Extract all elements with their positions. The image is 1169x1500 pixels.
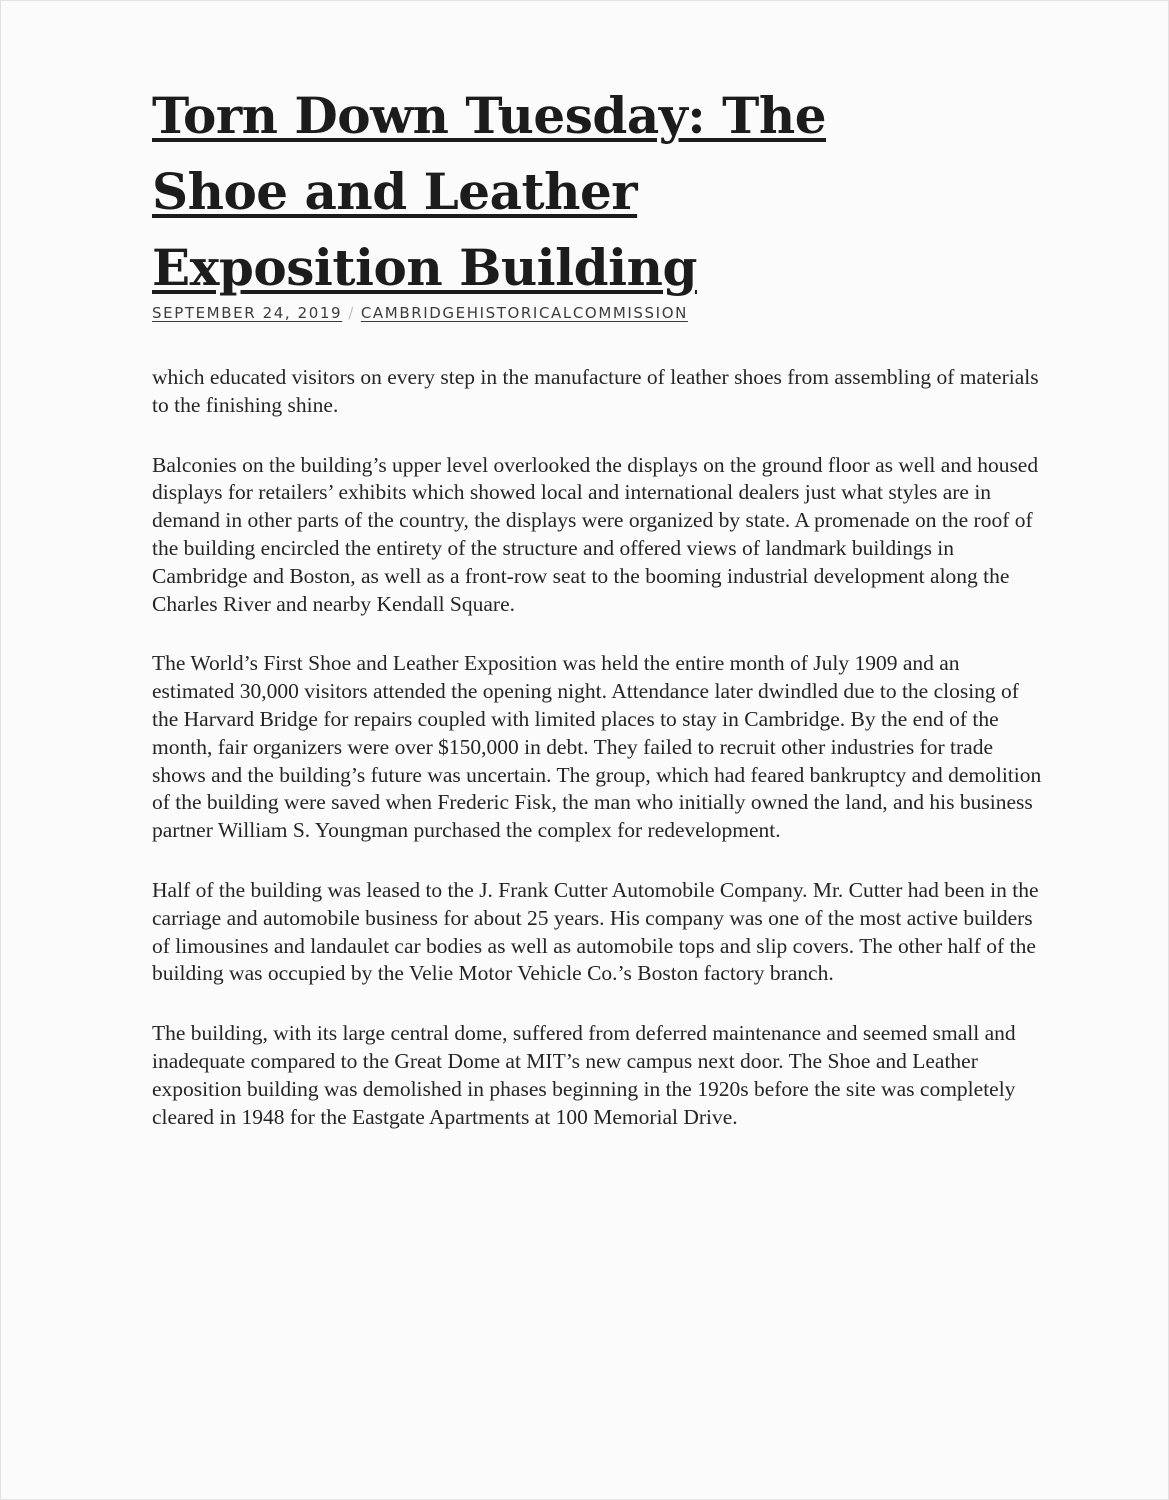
- paragraph-2: Balconies on the building’s upper level overlooked the displays on the ground floor as well and housed displays for retailers’ exhibits which showed local and international dealers just what styles are in demand in other parts of the country, the displays were organized by state. A promenade on the roof of the building encircled the entirety of the structure and offered views of landmark buildings in Cambridge and Boston, as well as a front-row seat to the booming industrial development along the Charles River and nearby Kendall Square.: [152, 452, 1039, 616]
- article-meta: [152, 304, 1042, 322]
- post-date-link[interactable]: SEPTEMBER 24, 2019: [152, 304, 343, 322]
- article-body: [152, 364, 1042, 1131]
- paragraph-3: The World’s First Shoe and Leather Exposition was held the entire month of July 1909 and an estimated 30,000 visitors attended the opening night. Attendance later dwindled due to the closing of the Harvard Bridge for repairs coupled with limited places to stay in Cambridge. By the end of the month, fair organizers were over $150,000 in debt. They failed to recruit other industries for trade shows and the building’s future was uncertain. The group, which had feared bankruptcy and demolition of the building were saved when Frederic Fisk, the man who initially owned the land, and his business partner William S. Youngman purchased the complex for redevelopment.: [152, 651, 1042, 843]
- paragraph-1: which educated visitors on every step in the manufacture of leather shoes from assembling of materials to the finishing shine.: [152, 365, 1039, 417]
- article: [152, 78, 1042, 1163]
- author-link[interactable]: CAMBRIDGEHISTORICALCOMMISSION: [360, 304, 688, 322]
- paragraph-4: Half of the building was leased to the J. Frank Cutter Automobile Company. Mr. Cutter had been in the carriage and automobile business for about 25 years. His company was one of the most active builders of limousines and landaulet car bodies as well as automobile tops and slip covers. The other half of the building was occupied by the Velie Motor Vehicle Co.’s Boston factory branch.: [152, 877, 1039, 986]
- meta-separator: /: [348, 304, 355, 322]
- paragraph-5: The building, with its large central dome, suffered from deferred maintenance and seemed small and inadequate compared to the Great Dome at MIT’s new campus next door. The Shoe and Leather exposition building was demolished in phases beginning in the 1920s before the site was completely cleared in 1948 for the Eastgate Apartments at 100 Memorial Drive.: [152, 1021, 1016, 1129]
- article-title: Torn Down Tuesday: The Shoe and Leather Exposition Building: [152, 86, 827, 297]
